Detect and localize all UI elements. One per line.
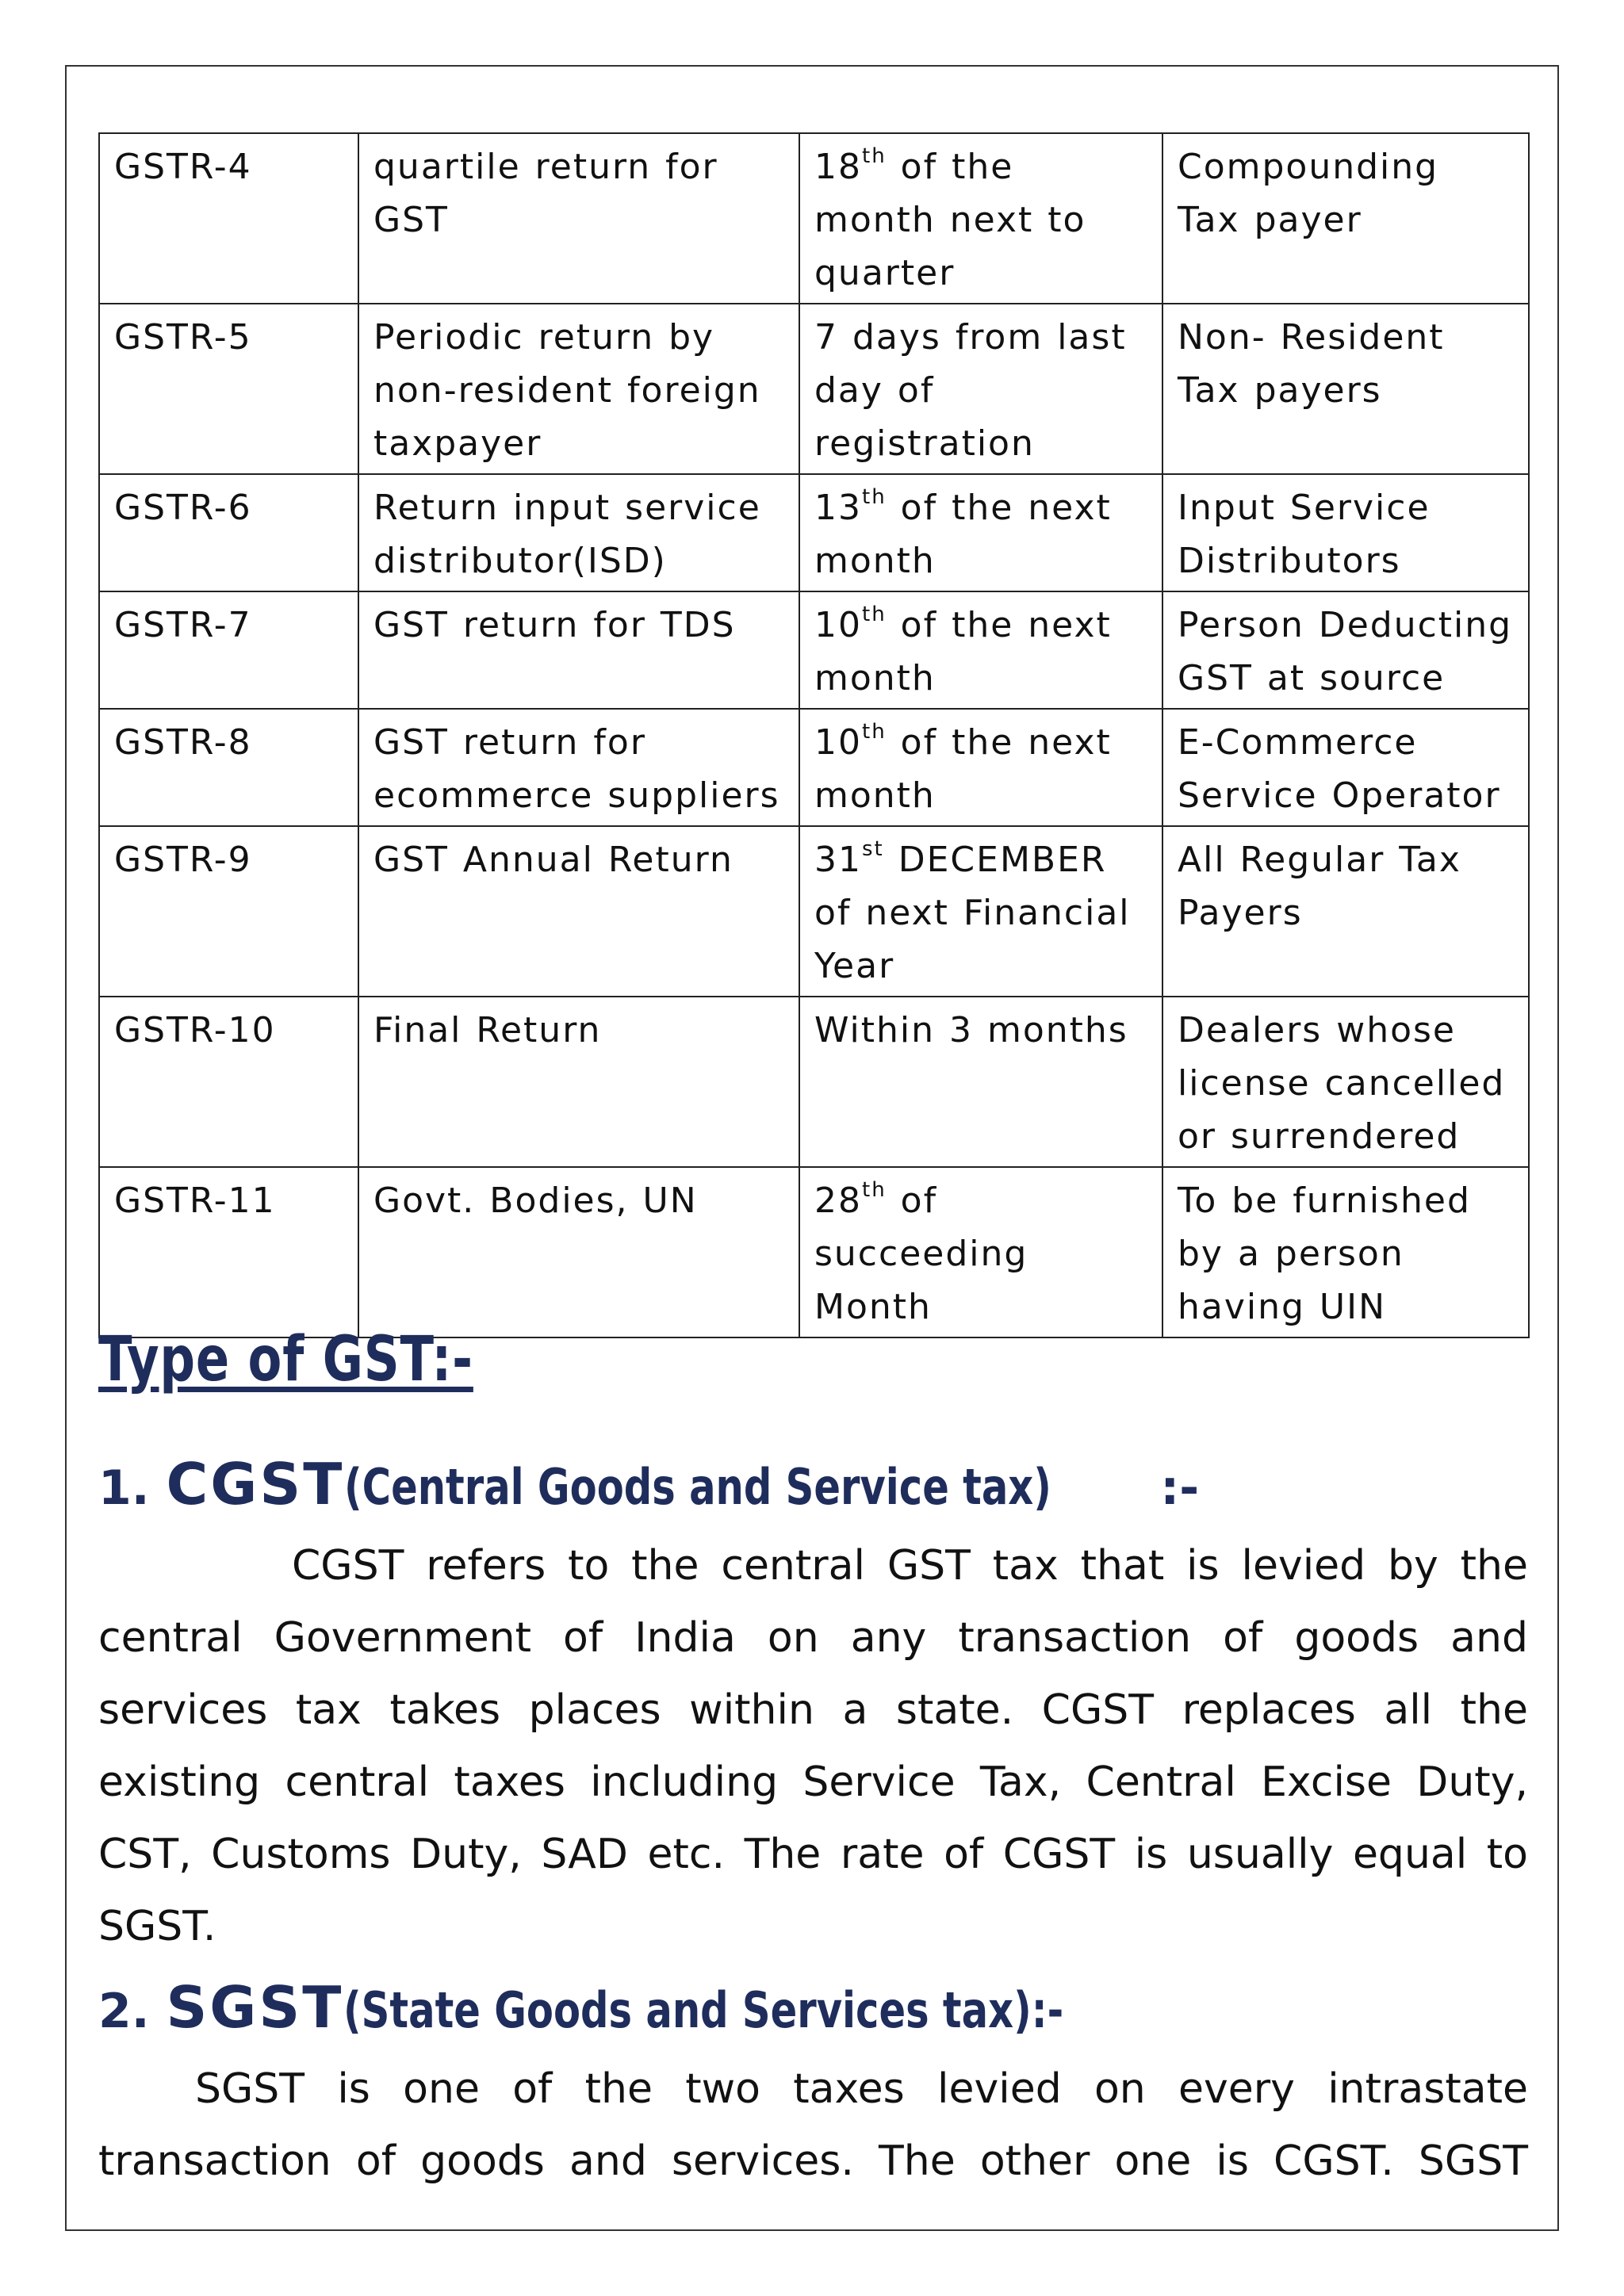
due-rest: of the next month xyxy=(814,605,1112,698)
due-day: 10 xyxy=(814,722,862,763)
table-row xyxy=(99,304,1529,474)
due-date-cell xyxy=(799,709,1162,826)
filer-cell: Non- Resident Tax payers xyxy=(1162,304,1529,474)
table-row xyxy=(99,591,1529,709)
filer-cell: All Regular Tax Payers xyxy=(1162,826,1529,997)
table-body xyxy=(99,133,1529,1337)
table-row xyxy=(99,1167,1529,1337)
form-cell: GSTR-6 xyxy=(99,474,358,591)
due-day: 28 xyxy=(814,1181,862,1221)
description-cell: quartile return for GST xyxy=(358,133,799,304)
due-day: 31 xyxy=(814,840,862,880)
due-date-cell xyxy=(799,304,1162,474)
filer-cell: E-Commerce Service Operator xyxy=(1162,709,1529,826)
due-rest: of the next month xyxy=(814,722,1112,816)
due-ordinal: st xyxy=(862,837,884,862)
form-cell: GSTR-5 xyxy=(99,304,358,474)
description-cell: Periodic return by non-resident foreign taxpayer xyxy=(358,304,799,474)
form-cell: GSTR-8 xyxy=(99,709,358,826)
due-ordinal: th xyxy=(862,144,887,169)
cgst-suffix: :- xyxy=(1160,1460,1200,1516)
form-cell: GSTR-4 xyxy=(99,133,358,304)
filer-cell: Input Service Distributors xyxy=(1162,474,1529,591)
filer-cell: Compounding Tax payer xyxy=(1162,133,1529,304)
description-cell: GST Annual Return xyxy=(358,826,799,997)
due-rest: of succeeding Month xyxy=(814,1181,1028,1327)
due-date-cell xyxy=(799,997,1162,1167)
form-cell: GSTR-9 xyxy=(99,826,358,997)
description-cell: Return input service distributor(ISD) xyxy=(358,474,799,591)
table-row xyxy=(99,997,1529,1167)
sgst-paragraph: SGST is one of the two taxes levied on every intrastate transaction of goods and services. The other one is CGST. SGST xyxy=(98,2065,1528,2185)
cgst-description: (Central Goods and Service tax) xyxy=(344,1458,1052,1516)
description-cell: GST return for ecommerce suppliers xyxy=(358,709,799,826)
due-ordinal: th xyxy=(862,720,887,744)
cgst-abbr: CGST xyxy=(166,1451,345,1517)
due-day: 13 xyxy=(814,488,862,528)
due-rest: of the month next to quarter xyxy=(814,147,1086,293)
filer-cell: Person Deducting GST at source xyxy=(1162,591,1529,709)
due-day: 7 days from last day of registration xyxy=(814,317,1127,464)
due-date-cell xyxy=(799,1167,1162,1337)
due-rest: DECEMBER of next Financial Year xyxy=(814,840,1131,986)
form-cell: GSTR-7 xyxy=(99,591,358,709)
sgst-description: (State Goods and Services tax):- xyxy=(343,1981,1064,2039)
table-row xyxy=(99,133,1529,304)
description-cell: Govt. Bodies, UN xyxy=(358,1167,799,1337)
cgst-paragraph: CGST refers to the central GST tax that is levied by the central Government of India on any transaction of goods and services tax takes places within a state. CGST replaces all the existing central taxes including Service Tax, Central Excise Duty, CST, Customs Duty, SAD etc. The rate of CGST is usually equal to SGST. xyxy=(98,1542,1528,1950)
description-cell: Final Return xyxy=(358,997,799,1167)
due-ordinal: th xyxy=(862,485,887,510)
due-date-cell xyxy=(799,826,1162,997)
sgst-heading xyxy=(98,1974,1244,2041)
description-cell: GST return for TDS xyxy=(358,591,799,709)
due-ordinal: th xyxy=(862,603,887,627)
table-row xyxy=(99,474,1529,591)
filer-cell: To be furnished by a person having UIN xyxy=(1162,1167,1529,1337)
table-row xyxy=(99,709,1529,826)
due-day: Within 3 months xyxy=(814,1010,1128,1050)
cgst-heading xyxy=(98,1451,1199,1517)
due-day: 18 xyxy=(814,147,862,187)
sgst-abbr: SGST xyxy=(166,1974,344,2041)
due-date-cell xyxy=(799,591,1162,709)
table-row xyxy=(99,826,1529,997)
due-date-cell xyxy=(799,133,1162,304)
due-day: 10 xyxy=(814,605,862,645)
due-rest: of the next month xyxy=(814,488,1112,581)
sgst-number: 2. xyxy=(98,1984,167,2039)
form-cell: GSTR-11 xyxy=(99,1167,358,1337)
gst-returns-table xyxy=(98,132,1530,1338)
due-ordinal: th xyxy=(862,1178,887,1203)
form-cell: GSTR-10 xyxy=(99,997,358,1167)
cgst-number: 1. xyxy=(98,1460,167,1516)
due-date-cell xyxy=(799,474,1162,591)
filer-cell: Dealers whose license cancelled or surrendered xyxy=(1162,997,1529,1167)
section-title: Type of GST:- xyxy=(98,1324,473,1395)
